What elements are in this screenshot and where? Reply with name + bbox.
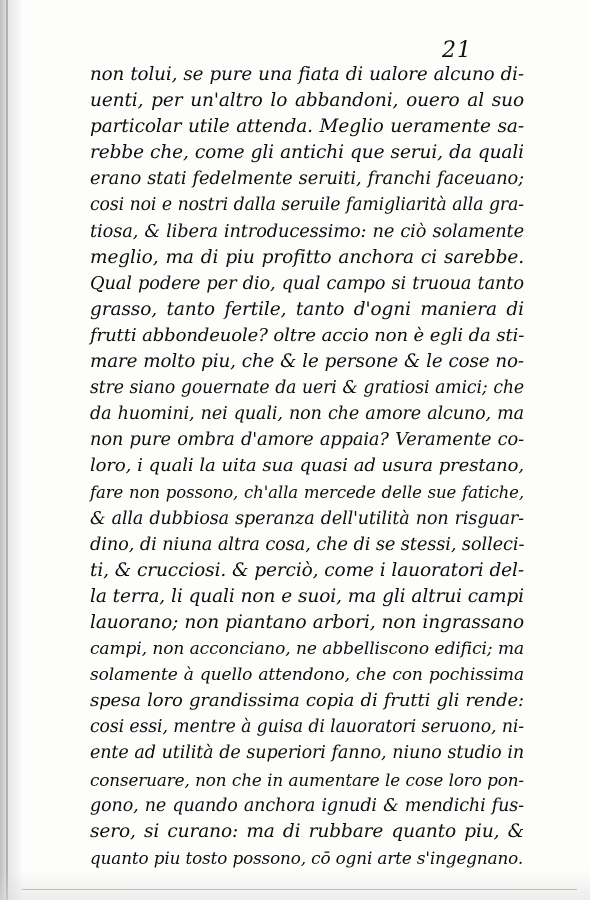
text-line: frutti abbondeuole? oltre accio non è egli da sti- bbox=[90, 324, 525, 346]
text-line: uenti, per un'altro lo abbandoni, ouero al suo bbox=[90, 90, 524, 112]
binding-gutter-shadow bbox=[0, 0, 22, 900]
text-line: ente ad utilità de superiori fanno, niuno studio in bbox=[90, 743, 524, 764]
text-line: campi, non acconciano, ne abbelliscono edifici; ma bbox=[90, 639, 524, 660]
text-line: spesa loro grandissima copia di frutti gli rende: bbox=[90, 690, 524, 712]
text-line: Qual podere per dio, qual campo si truoua tanto bbox=[90, 273, 524, 294]
text-line: rebbe che, come gli antichi que serui, da quali bbox=[90, 142, 524, 164]
text-line: dino, di niuna altra cosa, che di se stessi, solleci- bbox=[90, 534, 525, 555]
text-line: cosi essi, mentre à guisa di lauoratori seruono, ni- bbox=[90, 717, 524, 738]
binding-gutter-line bbox=[6, 0, 8, 900]
text-line: la terra, li quali non e suoi, ma gli altrui campi bbox=[90, 585, 524, 607]
text-line: solamente à quello attendono, che con pochissima bbox=[90, 665, 524, 686]
text-line: ti, & crucciosi. & perciò, come i lauoratori del- bbox=[90, 559, 524, 581]
text-line: non tolui, se pure una fiata di ualore alcuno di- bbox=[90, 64, 524, 85]
text-line: fare non possono, ch'alla mercede delle sue fatiche, bbox=[90, 482, 524, 502]
text-line: loro, i quali la uita sua quasi ad usura prestano, bbox=[90, 455, 524, 477]
text-line: sero, si curano: ma di rubbare quanto piu, & bbox=[90, 820, 524, 842]
text-line: tiosa, & libera introducessimo: ne ciò solamente bbox=[90, 221, 524, 242]
text-line: particolar utile attenda. Meglio ueramente sa- bbox=[90, 116, 524, 138]
text-line: cosi noi e nostri dalla seruile famigliarità alla gra- bbox=[90, 195, 524, 216]
text-line: erano stati fedelmente seruiti, franchi faceuano; bbox=[90, 169, 524, 190]
text-line: conseruare, non che in aumentare le cose loro pon- bbox=[90, 769, 524, 790]
text-line: grasso, tanto fertile, tanto d'ogni maniera di bbox=[90, 298, 524, 320]
text-line: da huomini, nei quali, non che amore alcuno, ma bbox=[90, 404, 524, 425]
page-number: 21 bbox=[442, 38, 472, 63]
text-line: lauorano; non piantano arbori, non ingrassano bbox=[90, 611, 524, 633]
text-line: stre siano gouernate da ueri & gratiosi amici; che bbox=[90, 378, 524, 399]
text-line: gono, ne quando anchora ignudi & mendichi fus- bbox=[90, 795, 524, 816]
text-line: mare molto piu, che & le persone & le cose no- bbox=[90, 351, 524, 373]
body-text bbox=[90, 62, 524, 871]
text-line: non pure ombra d'amore appaia? Veramente co- bbox=[90, 430, 524, 451]
page-bottom-rule bbox=[22, 889, 577, 890]
text-line: & alla dubbiosa speranza dell'utilità non risguar- bbox=[90, 508, 524, 529]
text-line: meglio, ma di piu profitto anchora ci sarebbe. bbox=[90, 246, 524, 268]
text-line: quanto piu tosto possono, cō ogni arte s'ingegnano. bbox=[90, 847, 524, 868]
page-bottom-edge bbox=[0, 870, 590, 900]
